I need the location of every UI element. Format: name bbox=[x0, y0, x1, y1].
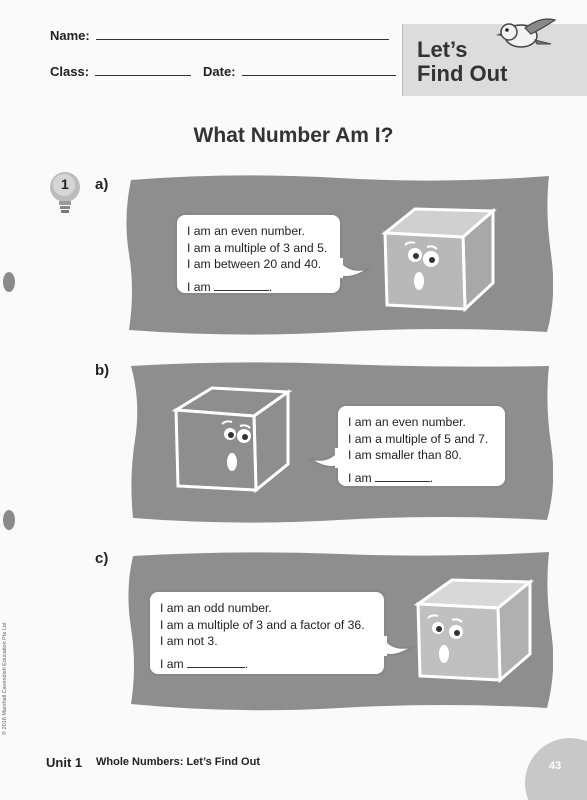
punch-hole bbox=[3, 510, 15, 530]
part-c-label: c) bbox=[95, 550, 109, 567]
part-c-answer-suffix: . bbox=[244, 656, 249, 671]
part-c-clue-2: I am a multiple of 3 and a factor of 36. bbox=[160, 617, 365, 632]
part-b-bubble-tail bbox=[306, 448, 340, 472]
name-answer-line[interactable] bbox=[96, 39, 389, 40]
part-c-speech-bubble bbox=[148, 590, 386, 676]
class-field-row bbox=[50, 64, 396, 79]
punch-hole bbox=[3, 272, 15, 292]
part-c-answer-row bbox=[160, 656, 374, 673]
copyright-notice: © 2016 Marshall Cavendish Education Pte Ltd bbox=[2, 622, 8, 735]
part-c-answer-prefix: I am bbox=[160, 656, 184, 671]
footer-unit: Unit 1 bbox=[46, 755, 83, 770]
part-c-cube-icon bbox=[412, 576, 538, 688]
part-b-label: b) bbox=[95, 362, 110, 379]
part-b-clue-1: I am an even number. bbox=[348, 415, 466, 429]
worksheet-title: What Number Am I? bbox=[193, 124, 394, 147]
part-b-answer-suffix: . bbox=[429, 470, 434, 485]
question-number: 1 bbox=[61, 176, 69, 192]
page-number: 43 bbox=[549, 760, 562, 772]
part-b-speech-bubble bbox=[336, 404, 507, 488]
part-b-cube-icon bbox=[170, 384, 296, 496]
badge-line-2: Find Out bbox=[417, 61, 508, 86]
footer-section-title: Whole Numbers: Let’s Find Out bbox=[96, 756, 260, 768]
part-a-answer-row bbox=[187, 279, 330, 296]
part-a-label: a) bbox=[95, 176, 109, 193]
part-a-bubble-tail bbox=[338, 258, 372, 280]
part-b-answer-row bbox=[348, 470, 495, 487]
part-b-clue-3: I am smaller than 80. bbox=[348, 448, 462, 462]
part-a-answer-blank[interactable] bbox=[214, 281, 269, 291]
class-label: Class: bbox=[50, 64, 90, 79]
date-label: Date: bbox=[203, 64, 236, 79]
part-a-cube-icon bbox=[375, 205, 501, 317]
part-a-clue-1: I am an even number. bbox=[187, 224, 305, 238]
part-b-answer-blank[interactable] bbox=[375, 472, 430, 482]
part-a-answer-suffix: . bbox=[268, 279, 273, 294]
part-a-answer-prefix: I am bbox=[187, 279, 211, 294]
name-field-row bbox=[50, 28, 389, 43]
part-a-speech-bubble bbox=[175, 213, 342, 295]
part-b-clue-2: I am a multiple of 5 and 7. bbox=[348, 431, 489, 446]
part-c-bubble-tail bbox=[382, 636, 416, 660]
part-c-clue-1: I am an odd number. bbox=[160, 601, 272, 615]
part-a-clue-2: I am a multiple of 3 and 5. bbox=[187, 240, 328, 255]
part-c-clue-3: I am not 3. bbox=[160, 634, 218, 648]
bird-icon bbox=[491, 14, 561, 54]
class-answer-line[interactable] bbox=[95, 75, 191, 76]
part-a-clue-3: I am between 20 and 40. bbox=[187, 257, 322, 271]
part-c-answer-blank[interactable] bbox=[187, 658, 245, 668]
name-label: Name: bbox=[50, 28, 90, 43]
badge-line-1: Let’s bbox=[417, 37, 468, 62]
part-b-answer-prefix: I am bbox=[348, 470, 372, 485]
lets-find-out-badge bbox=[402, 24, 587, 96]
date-answer-line[interactable] bbox=[242, 75, 396, 76]
